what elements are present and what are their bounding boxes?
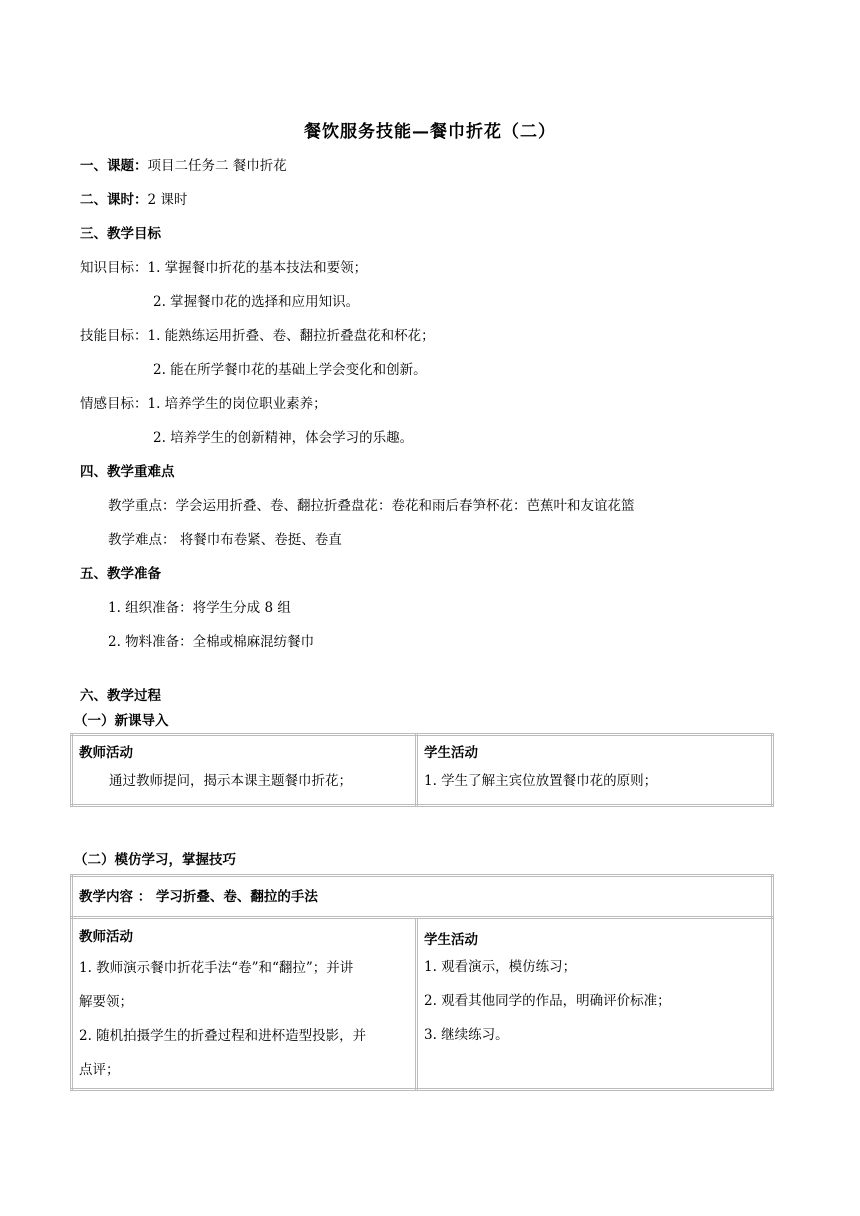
teacher-line-2: 解要领； xyxy=(79,994,133,1010)
teacher-activity-head-2: 教师活动 xyxy=(79,929,133,945)
section2-heading: （二）模仿学习，掌握技巧 xyxy=(74,852,236,868)
student-line-2: 2. 观看其他同学的作品，明确评价标准； xyxy=(424,993,671,1009)
prep-item-1: 1. 组织准备：将学生分成 8 组 xyxy=(108,600,291,616)
student-activity-cell xyxy=(417,735,773,806)
topic-value: 项目二任务二 餐巾折花 xyxy=(147,158,287,174)
teaching-content-cell xyxy=(72,876,773,918)
hours-value: 2 课时 xyxy=(147,192,188,208)
section1-heading: （一）新课导入 xyxy=(74,713,169,729)
teacher-line-4: 点评； xyxy=(79,1062,120,1078)
knowledge-goal-line-2: 2. 掌握餐巾花的选择和应用知识。 xyxy=(153,294,360,310)
skill-item: 1. 能熟练运用折叠、卷、翻拉折叠盘花和杯花； xyxy=(147,328,435,344)
process-heading: 六、教学过程 xyxy=(80,688,161,704)
teacher-activity-cell xyxy=(72,735,417,806)
teacher-line-3: 2. 随机拍摄学生的折叠过程和进杯造型投影，并 xyxy=(79,1028,367,1044)
teacher-activity-text: 通过教师提问，揭示本课主题餐巾折花； xyxy=(109,773,352,789)
teacher-line-1: 1. 教师演示餐巾折花手法“卷”和“翻拉”；并讲 xyxy=(79,960,354,976)
emotion-goal-line-1 xyxy=(80,395,327,413)
student-activity-cell-2 xyxy=(417,918,773,1090)
key-points-heading: 四、教学重难点 xyxy=(80,464,175,480)
hours-line xyxy=(80,191,187,209)
skill-goal-line-1 xyxy=(80,327,435,345)
prep-item-2: 2. 物料准备：全棉或棉麻混纺餐巾 xyxy=(108,634,315,650)
student-activity-head: 学生活动 xyxy=(424,745,478,761)
imitation-learning-table xyxy=(70,874,774,1091)
skill-label: 技能目标： xyxy=(80,328,148,344)
knowledge-item: 1. 掌握餐巾折花的基本技法和要领； xyxy=(147,260,368,276)
teaching-focus: 教学重点：学会运用折叠、卷、翻拉折叠盘花：卷花和雨后春笋杯花：芭蕉叶和友谊花篮 xyxy=(108,498,635,514)
emotion-goal-line-2: 2. 培养学生的创新精神，体会学习的乐趣。 xyxy=(153,430,414,446)
document-title: 餐饮服务技能—餐巾折花（二） xyxy=(304,122,556,142)
student-activity-text: 1. 学生了解主宾位放置餐巾花的原则； xyxy=(424,773,658,789)
knowledge-label: 知识目标： xyxy=(80,260,148,276)
emotion-label: 情感目标： xyxy=(80,396,148,412)
topic-line xyxy=(80,157,287,175)
teaching-difficulty: 教学难点： 将餐巾布卷紧、卷挺、卷直 xyxy=(108,532,342,548)
teacher-activity-cell-2 xyxy=(72,918,417,1090)
student-activity-head-2: 学生活动 xyxy=(424,932,478,948)
hours-label: 二、课时： xyxy=(80,192,148,208)
teaching-content-label: 教学内容 ： 学习折叠、卷、翻拉的手法 xyxy=(79,889,318,905)
prep-heading: 五、教学准备 xyxy=(80,566,161,582)
skill-goal-line-2: 2. 能在所学餐巾花的基础上学会变化和创新。 xyxy=(153,362,427,378)
emotion-item: 1. 培养学生的岗位职业素养； xyxy=(147,396,327,412)
student-line-1: 1. 观看演示，模仿练习； xyxy=(424,959,577,975)
knowledge-goal-line-1 xyxy=(80,259,367,277)
intro-activity-table xyxy=(70,733,774,807)
teacher-activity-head: 教师活动 xyxy=(79,745,133,761)
student-line-3: 3. 继续练习。 xyxy=(424,1027,509,1043)
goals-heading: 三、教学目标 xyxy=(80,226,161,242)
topic-label: 一、课题： xyxy=(80,158,148,174)
